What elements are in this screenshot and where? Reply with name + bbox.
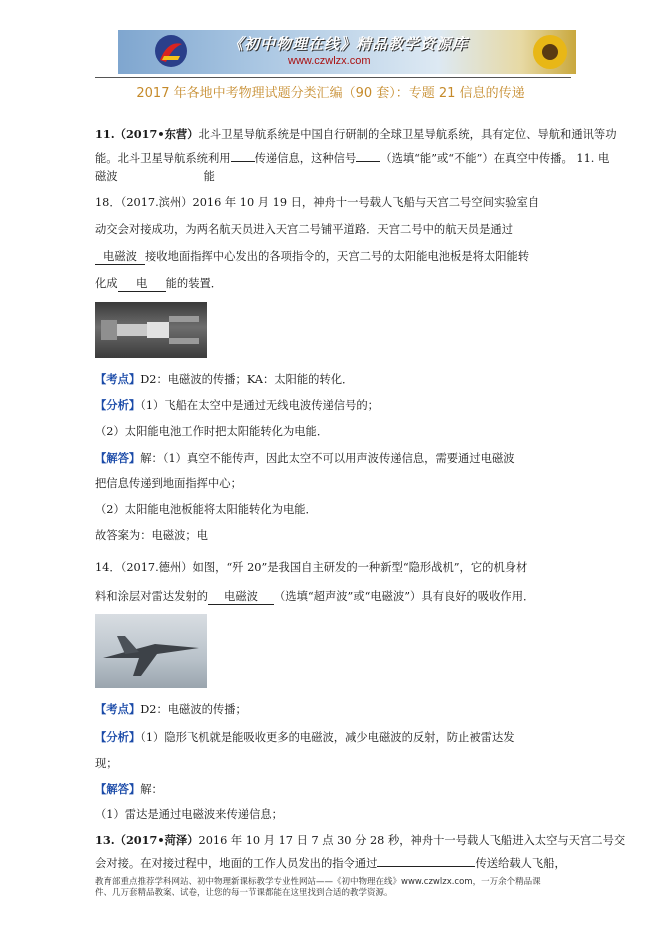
q18-line4 — [95, 277, 222, 292]
q13-blank — [377, 866, 475, 867]
q18-jieda — [95, 451, 515, 466]
q11-line3 — [95, 170, 215, 184]
q18-text3: 接收地面指挥中心发出的各项指令的，天宫二号的太阳能电池板是将太阳能转 — [145, 250, 530, 263]
banner-title: 《初中物理在线》精品教学资源库 — [228, 35, 469, 53]
q18-fenxi — [95, 398, 379, 413]
q18-kaodian-tag: 【考点】 — [95, 372, 141, 386]
banner-url[interactable]: www.czwlzx.com — [288, 55, 371, 67]
q13-text1: 2016 年 10 月 17 日 7 点 30 分 28 秒，神舟十一号载人飞船进入太空与天宫二号交 — [198, 834, 626, 847]
document-title: 2017 年各地中考物理试题分类汇编（90 套）：专题 21 信息的传递 — [136, 86, 525, 101]
q14-text2a: 料和涂层对雷达发射的 — [95, 590, 208, 603]
q11-text2c: （选填“能”或“不能”）在真空中传播。 11. 电 — [380, 152, 610, 165]
q14-jieda-line2: （1）雷达是通过电磁波来传递信息； — [95, 808, 283, 821]
q18-line1: 18．（2017.滨州）2016 年 10 月 19 日，神舟十一号载人飞船与天宫二号空间实验室自 — [95, 196, 540, 209]
q14-line2 — [95, 590, 534, 605]
q13-text2b: 传送给载人飞船， — [475, 857, 566, 870]
q14-answer: 电磁波 — [208, 590, 274, 605]
q18-answer-summary: 故答案为：电磁波；电 — [95, 529, 208, 542]
header-banner — [118, 30, 576, 74]
q14-jieda — [95, 782, 163, 797]
header-divider — [95, 77, 571, 78]
q11-answer-2: 能 — [203, 170, 215, 183]
fighter-jet-image — [95, 614, 207, 688]
q14-text2b: （选填“超声波”或“电磁波”）具有良好的吸收作用． — [273, 590, 535, 603]
q11-blank-2 — [356, 161, 380, 162]
q18-kaodian-text: D2：电磁波的传播；KA：太阳能的转化． — [140, 373, 354, 386]
q14-jieda-tag: 【解答】 — [95, 782, 141, 796]
q11-source: 11.（2017•东营） — [95, 127, 199, 141]
q14-line1: 14．（2017.德州）如图，“歼 20”是我国自主研发的一种新型“隐形战机”，它的机身材 — [95, 561, 528, 574]
page-footer — [95, 877, 595, 899]
q18-text4b: 能的装置． — [165, 277, 223, 290]
q18-line2: 动交会对接成功，为两名航天员进入天宫二号铺平道路．天宫二号中的航天员是通过 — [95, 223, 513, 236]
q13-text2a: 会对接。在对接过程中，地面的工作人员发出的指令通过 — [95, 857, 378, 870]
q11-blank-1 — [231, 161, 255, 162]
q18-fenxi-text1: （1）飞船在太空中是通过无线电波传递信号的； — [140, 399, 379, 412]
footer-line2: 件、几万套精品教案、试卷，让您的每一节课都能在这里找到合适的教学资源。 — [95, 888, 393, 898]
q11-text2b: 传递信息，这种信号 — [254, 152, 357, 165]
fighter-jet-icon — [95, 614, 207, 688]
q14-kaodian-tag: 【考点】 — [95, 702, 141, 716]
q18-jieda-text1: 解：（1）真空不能传声，因此太空不可以用声波传递信息，需要通过电磁波 — [140, 452, 515, 465]
q14-fenxi-line2: 现； — [95, 757, 118, 770]
q11-text1: 北斗卫星导航系统是中国自行研制的全球卫星导航系统，具有定位、导航和通讯等功 — [198, 128, 617, 141]
sunflower-icon — [530, 32, 570, 72]
spacecraft-icon — [95, 302, 207, 358]
footer-line1: 教育部重点推荐学科网站、初中物理新课标教学专业性网站——《初中物理在线》www.czwlzx.com，一万余个精品课 — [95, 877, 541, 887]
q13-line2 — [95, 857, 566, 871]
q18-answer-1: 电磁波 — [95, 250, 145, 265]
q18-text4a: 化成 — [95, 277, 118, 290]
q18-fenxi-line2: （2）太阳能电池工作时把太阳能转化为电能． — [95, 425, 329, 438]
logo-icon — [154, 34, 188, 68]
q18-line3 — [95, 250, 529, 265]
q14-fenxi-text1: （1）隐形飞机就是能吸收更多的电磁波，减少电磁波的反射，防止被雷达发 — [140, 731, 515, 744]
spacecraft-docking-image — [95, 302, 207, 358]
q18-jieda-tag: 【解答】 — [95, 451, 141, 465]
q14-kaodian — [95, 702, 247, 717]
q11-line2 — [95, 152, 609, 166]
q11-answer-1: 磁波 — [95, 170, 118, 183]
q18-jieda-line2: 把信息传递到地面指挥中心； — [95, 477, 242, 490]
q14-jieda-text1: 解： — [140, 783, 163, 796]
q18-fenxi-tag: 【分析】 — [95, 398, 141, 412]
q14-kaodian-text: D2：电磁波的传播； — [140, 703, 247, 716]
q18-answer-2: 电 — [118, 277, 166, 292]
q14-fenxi-tag: 【分析】 — [95, 730, 141, 744]
q11-text2a: 能。北斗卫星导航系统利用 — [95, 152, 231, 165]
q18-kaodian — [95, 372, 353, 387]
q13-source: 13.（2017•菏泽） — [95, 833, 199, 847]
q14-fenxi — [95, 730, 515, 745]
q18-jieda-line3: （2）太阳能电池板能将太阳能转化为电能． — [95, 503, 317, 516]
q11-line1 — [95, 127, 617, 142]
q13-line1 — [95, 833, 625, 848]
